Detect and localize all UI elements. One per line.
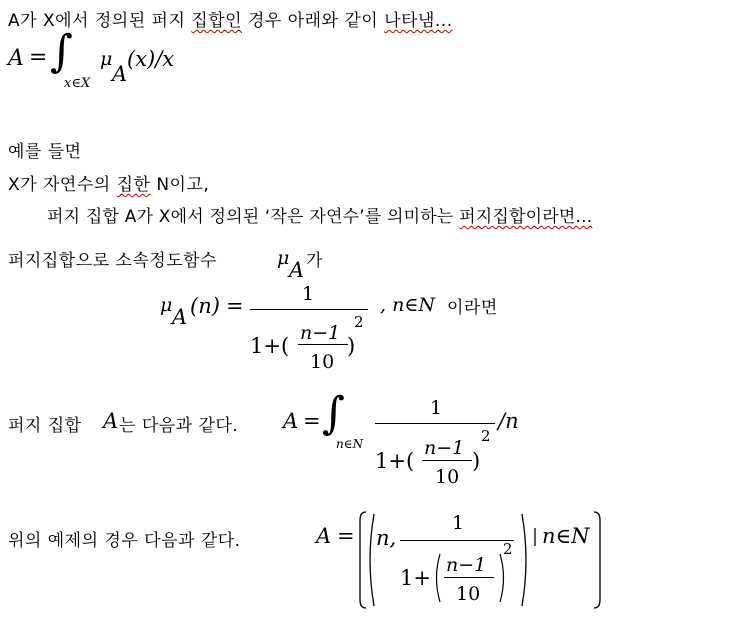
intro-text-2: 경우 아래와 같이 [242, 11, 385, 31]
mu-symbol: μ [100, 48, 113, 70]
element-n: n, [376, 526, 397, 550]
mu-symbol: μ [277, 247, 290, 269]
exponent: 2 [481, 427, 491, 445]
inner-fraction-bar [444, 577, 494, 578]
spell-flag-word: 집합인 [191, 11, 243, 31]
formula-equals: = [337, 524, 355, 548]
small-right-paren [500, 554, 504, 602]
example-text: X가 자연수의 [8, 175, 117, 195]
integral-subscript: n∈N [336, 437, 364, 451]
membership-intro-text: 퍼지집합으로 소속정도함수 [8, 251, 217, 271]
formula-lhs: A [8, 46, 24, 71]
outer-right-bracket [594, 512, 600, 608]
denominator-start: 1+( [250, 334, 290, 358]
example-text-2: N이고, [150, 175, 210, 195]
inner-numerator: n−1 [300, 322, 341, 344]
function-equals: = [226, 294, 244, 318]
set-builder-text: 위의 예제의 경우 다음과 같다. [8, 531, 241, 551]
denominator-close: ) [472, 449, 481, 473]
denominator-close: ) [347, 334, 356, 358]
denominator-start: 1+ [400, 566, 431, 590]
formula-tail: /n [498, 409, 519, 433]
spell-flag-word: 집한 [116, 175, 151, 195]
set-name: A [103, 409, 119, 433]
function-arg: (n) [190, 294, 220, 318]
definition-text: 퍼지 집합 A가 X에서 정의된 ‘작은 자연수’를 의미하는 [47, 207, 460, 227]
integral-subscript: x∈X [64, 76, 91, 91]
exponent: 2 [503, 540, 513, 558]
integral-icon: ∫ [50, 26, 73, 77]
intro-text: A가 X에서 정의된 퍼지 [8, 11, 192, 31]
mu-subscript: A [112, 62, 128, 86]
inner-numerator: n−1 [424, 437, 465, 459]
set-definition-text: 퍼지 집합 [8, 416, 82, 436]
spell-flag-word: 퍼지집합이라면... [459, 207, 593, 227]
denominator-start: 1+( [375, 449, 415, 473]
inner-denominator: 10 [456, 583, 481, 605]
spell-flag-word: 나타냄... [384, 11, 453, 31]
formula-rest: (x)/x [127, 47, 175, 71]
fraction-bar [400, 540, 514, 541]
condition-post: 이라면 [447, 298, 498, 318]
inner-left-paren [370, 514, 374, 606]
inner-denominator: 10 [435, 466, 460, 488]
outer-left-bracket [360, 512, 366, 608]
inner-numerator: n−1 [446, 554, 487, 576]
formula-equals: = [29, 45, 48, 70]
mu-subscript: A [289, 258, 305, 282]
formula-equals: = [303, 409, 321, 433]
inner-right-paren [522, 514, 526, 606]
numerator: 1 [452, 512, 465, 534]
set-definition-post: 는 다음과 같다. [119, 416, 239, 436]
formula-lhs: A [283, 409, 299, 433]
numerator: 1 [430, 397, 443, 419]
mu-subscript: A [172, 305, 188, 329]
set-condition: n∈N [542, 524, 590, 548]
exponent: 2 [354, 313, 364, 331]
inner-denominator: 10 [310, 351, 335, 373]
integral-icon: ∫ [322, 388, 345, 439]
membership-intro-post: 가 [306, 251, 323, 271]
condition: , n∈N [380, 294, 436, 316]
formula-lhs: A [316, 524, 332, 548]
example-title: 예를 들면 [8, 142, 82, 162]
numerator: 1 [302, 283, 315, 305]
small-left-paren [437, 554, 441, 602]
mu-symbol: μ [160, 294, 173, 316]
